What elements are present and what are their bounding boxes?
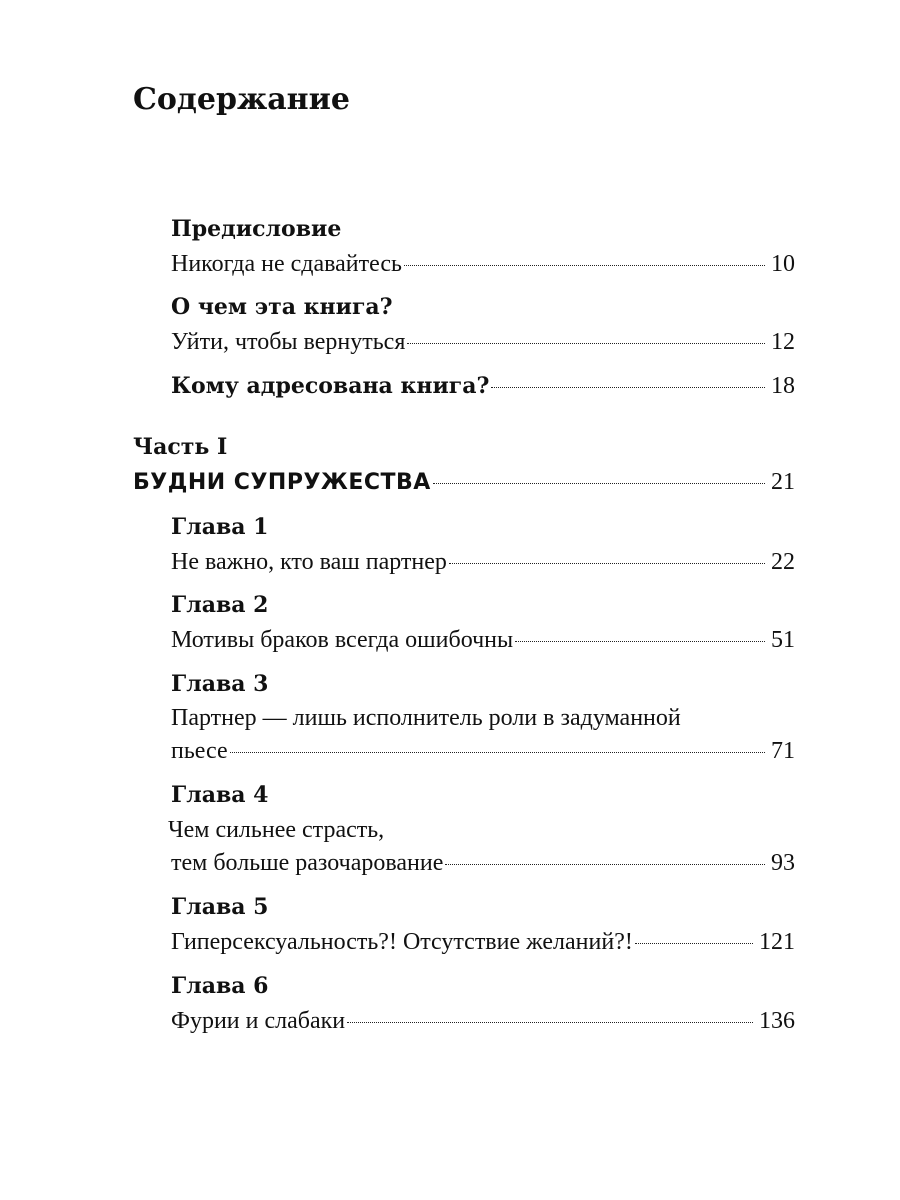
toc-page-number: 93 [771,850,795,876]
toc-entry-audience[interactable] [171,369,795,403]
dot-leader [635,943,753,944]
toc-page-number: 71 [771,738,795,764]
dot-leader [491,387,765,388]
toc-page-number: 18 [771,373,795,399]
section-heading-about: О чем эта книга? [171,294,393,320]
toc-entry-title: Уйти, чтобы вернуться [171,329,406,355]
toc-entry-title: Никогда не сдавайтесь [171,251,402,277]
toc-entry-title: Кому адресована книга? [171,373,490,399]
dot-leader [515,641,765,642]
dot-leader [347,1022,753,1023]
toc-page-number: 22 [771,549,795,575]
toc-entry-title-line1: Чем сильнее страсть, [168,817,385,843]
toc-entry-chapter-3[interactable] [171,734,795,768]
toc-entry-chapter-2[interactable] [171,623,795,657]
chapter-heading-2: Глава 2 [171,592,269,618]
chapter-heading-6: Глава 6 [171,973,269,999]
part-title: БУДНИ СУПРУЖЕСТВА [133,470,431,495]
page-title: Содержание [133,82,350,117]
toc-entry-title: Фурии и слабаки [171,1008,346,1034]
toc-entry-title: Гиперсексуальность?! Отсутствие желаний?! [171,929,633,955]
toc-page-number: 12 [771,329,795,355]
toc-entry-chapter-6[interactable] [171,1004,795,1038]
chapter-heading-3: Глава 3 [171,671,269,697]
chapter-heading-1: Глава 1 [171,514,269,540]
toc-page-number: 10 [771,251,795,277]
toc-entry-chapter-1[interactable] [171,545,795,579]
dot-leader [230,752,765,753]
toc-entry-preface[interactable] [171,247,795,281]
toc-page-number: 121 [759,929,795,955]
toc-entry-title: Мотивы браков всегда ошибочны [171,627,514,653]
dot-leader [433,483,765,484]
dot-leader [449,563,765,564]
dot-leader [445,864,765,865]
dot-leader [407,343,765,344]
toc-entry-part1[interactable] [133,465,795,500]
toc-page-number: 136 [759,1008,795,1034]
toc-entry-title-line1: Партнер — лишь исполнитель роли в задуманной [171,705,681,731]
toc-page-number: 51 [771,627,795,653]
dot-leader [404,265,765,266]
toc-page-number: 21 [771,469,795,495]
toc-entry-title: пьесе [171,738,228,764]
toc-entry-title: тем больше разочарование [171,850,444,876]
part-label: Часть I [133,434,228,460]
chapter-heading-4: Глава 4 [171,782,269,808]
toc-entry-about[interactable] [171,325,795,359]
chapter-heading-5: Глава 5 [171,894,269,920]
toc-entry-title: Не важно, кто ваш партнер [171,549,447,575]
section-heading-preface: Предисловие [171,216,342,242]
toc-entry-chapter-4[interactable] [171,846,795,880]
toc-entry-chapter-5[interactable] [171,925,795,959]
